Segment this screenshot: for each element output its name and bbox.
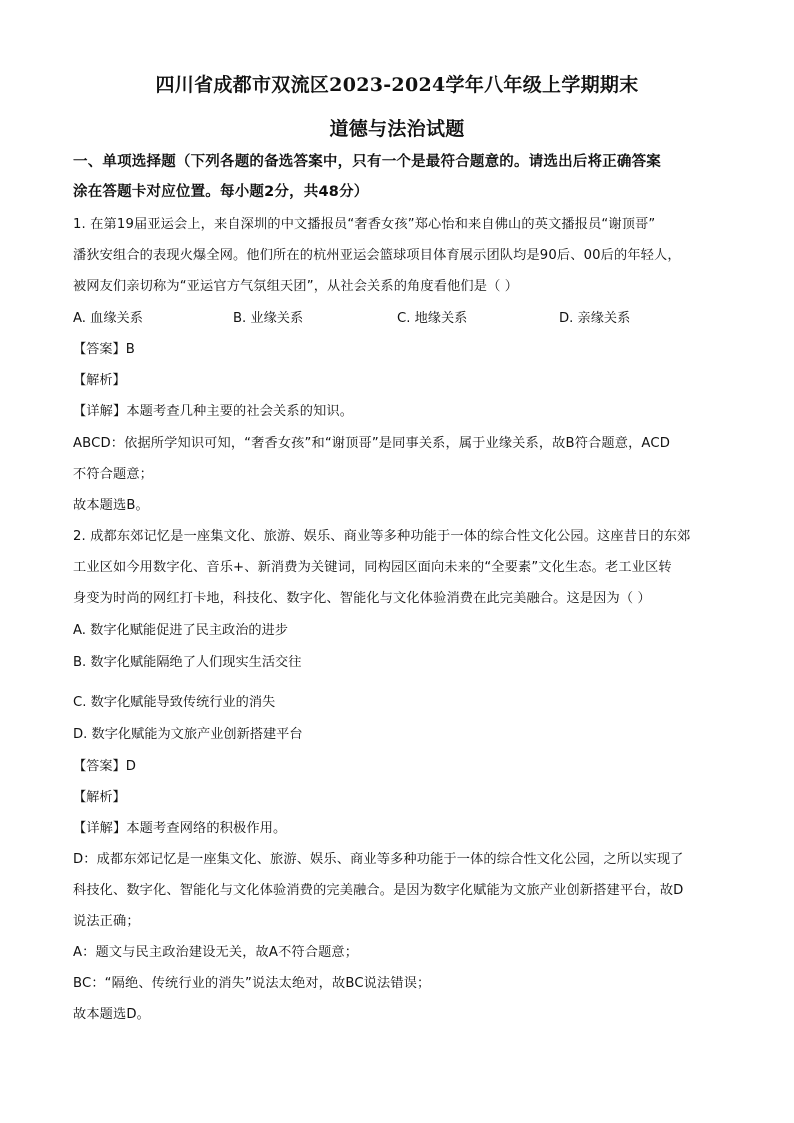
q1-detail-line: ABCD：依据所学知识可知，“奢香女孩”和“谢顶哥”是同事关系，属于业缘关系，故B符合题意，ACD <box>73 436 671 451</box>
q2-detail-line: A：题文与民主政治建设无关，故A不符合题意； <box>73 945 359 960</box>
q2-option-b: B. 数字化赋能隔绝了人们现实生活交往 <box>73 655 302 670</box>
q1-option-d: D. 亲缘关系 <box>559 311 631 326</box>
section-heading: 一、单项选择题（下列各题的备选答案中，只有一个是最符合题意的。请选出后将正确答案 <box>73 154 661 170</box>
q1-stem-line: 1. 在第19届亚运会上，来自深圳的中文播报员“奢香女孩”郑心怡和来自佛山的英文播报员“谢顶哥” <box>73 217 656 232</box>
exam-title: 四川省成都市双流区2023-2024学年八年级上学期期末 <box>155 74 639 96</box>
q2-stem-line: 工业区如今用数字化、音乐+、新消费为关键词，同构园区面向未来的“全要素”文化生态。老工业区转 <box>73 560 672 575</box>
q1-analysis-tag: 【解析】 <box>73 373 126 388</box>
q2-option-d: D. 数字化赋能为文旅产业创新搭建平台 <box>73 727 303 742</box>
exam-subtitle: 道德与法治试题 <box>329 118 465 140</box>
q1-detail-line: 不符合题意； <box>73 467 154 482</box>
q2-detail-line: 科技化、数字化、智能化与文化体验消费的完美融合。是因为数字化赋能为文旅产业创新搭建平台，故D <box>73 883 684 898</box>
q2-detail-line: 故本题选D。 <box>73 1007 150 1022</box>
q2-analysis-tag: 【解析】 <box>73 790 126 805</box>
q1-detail-line: 【详解】本题考查几种主要的社会关系的知识。 <box>73 404 354 419</box>
q1-option-a: A. 血缘关系 <box>73 311 143 326</box>
q2-detail-line: 【详解】本题考查网络的积极作用。 <box>73 821 287 836</box>
q1-stem-line: 潘狄安组合的表现火爆全网。他们所在的杭州亚运会篮球项目体育展示团队均是90后、00后的年轻人， <box>73 248 681 263</box>
q2-stem-line: 身变为时尚的网红打卡地，科技化、数字化、智能化与文化体验消费在此完美融合。这是因为（ ） <box>73 591 651 606</box>
q2-option-c: C. 数字化赋能导致传统行业的消失 <box>73 695 276 710</box>
q2-detail-line: 说法正确； <box>73 914 140 929</box>
q2-detail-line: BC：“隔绝、传统行业的消失”说法太绝对，故BC说法错误； <box>73 976 431 991</box>
q1-detail-line: 故本题选B。 <box>73 498 149 513</box>
q1-answer: 【答案】B <box>73 342 135 357</box>
q2-detail-line: D：成都东郊记忆是一座集文化、旅游、娱乐、商业等多种功能于一体的综合性文化公园，之所以实现了 <box>73 852 684 867</box>
q1-option-b: B. 业缘关系 <box>233 311 304 326</box>
q1-option-c: C. 地缘关系 <box>397 311 468 326</box>
section-heading-cont: 涂在答题卡对应位置。每小题2分，共48分） <box>73 184 369 200</box>
q1-stem-line: 被网友们亲切称为“亚运官方气氛组天团”，从社会关系的角度看他们是（ ） <box>73 279 519 294</box>
q2-answer: 【答案】D <box>73 759 136 774</box>
q2-option-a: A. 数字化赋能促进了民主政治的进步 <box>73 623 288 638</box>
q2-stem-line: 2. 成都东郊记忆是一座集文化、旅游、娱乐、商业等多种功能于一体的综合性文化公园。这座昔日的东郊 <box>73 529 691 544</box>
